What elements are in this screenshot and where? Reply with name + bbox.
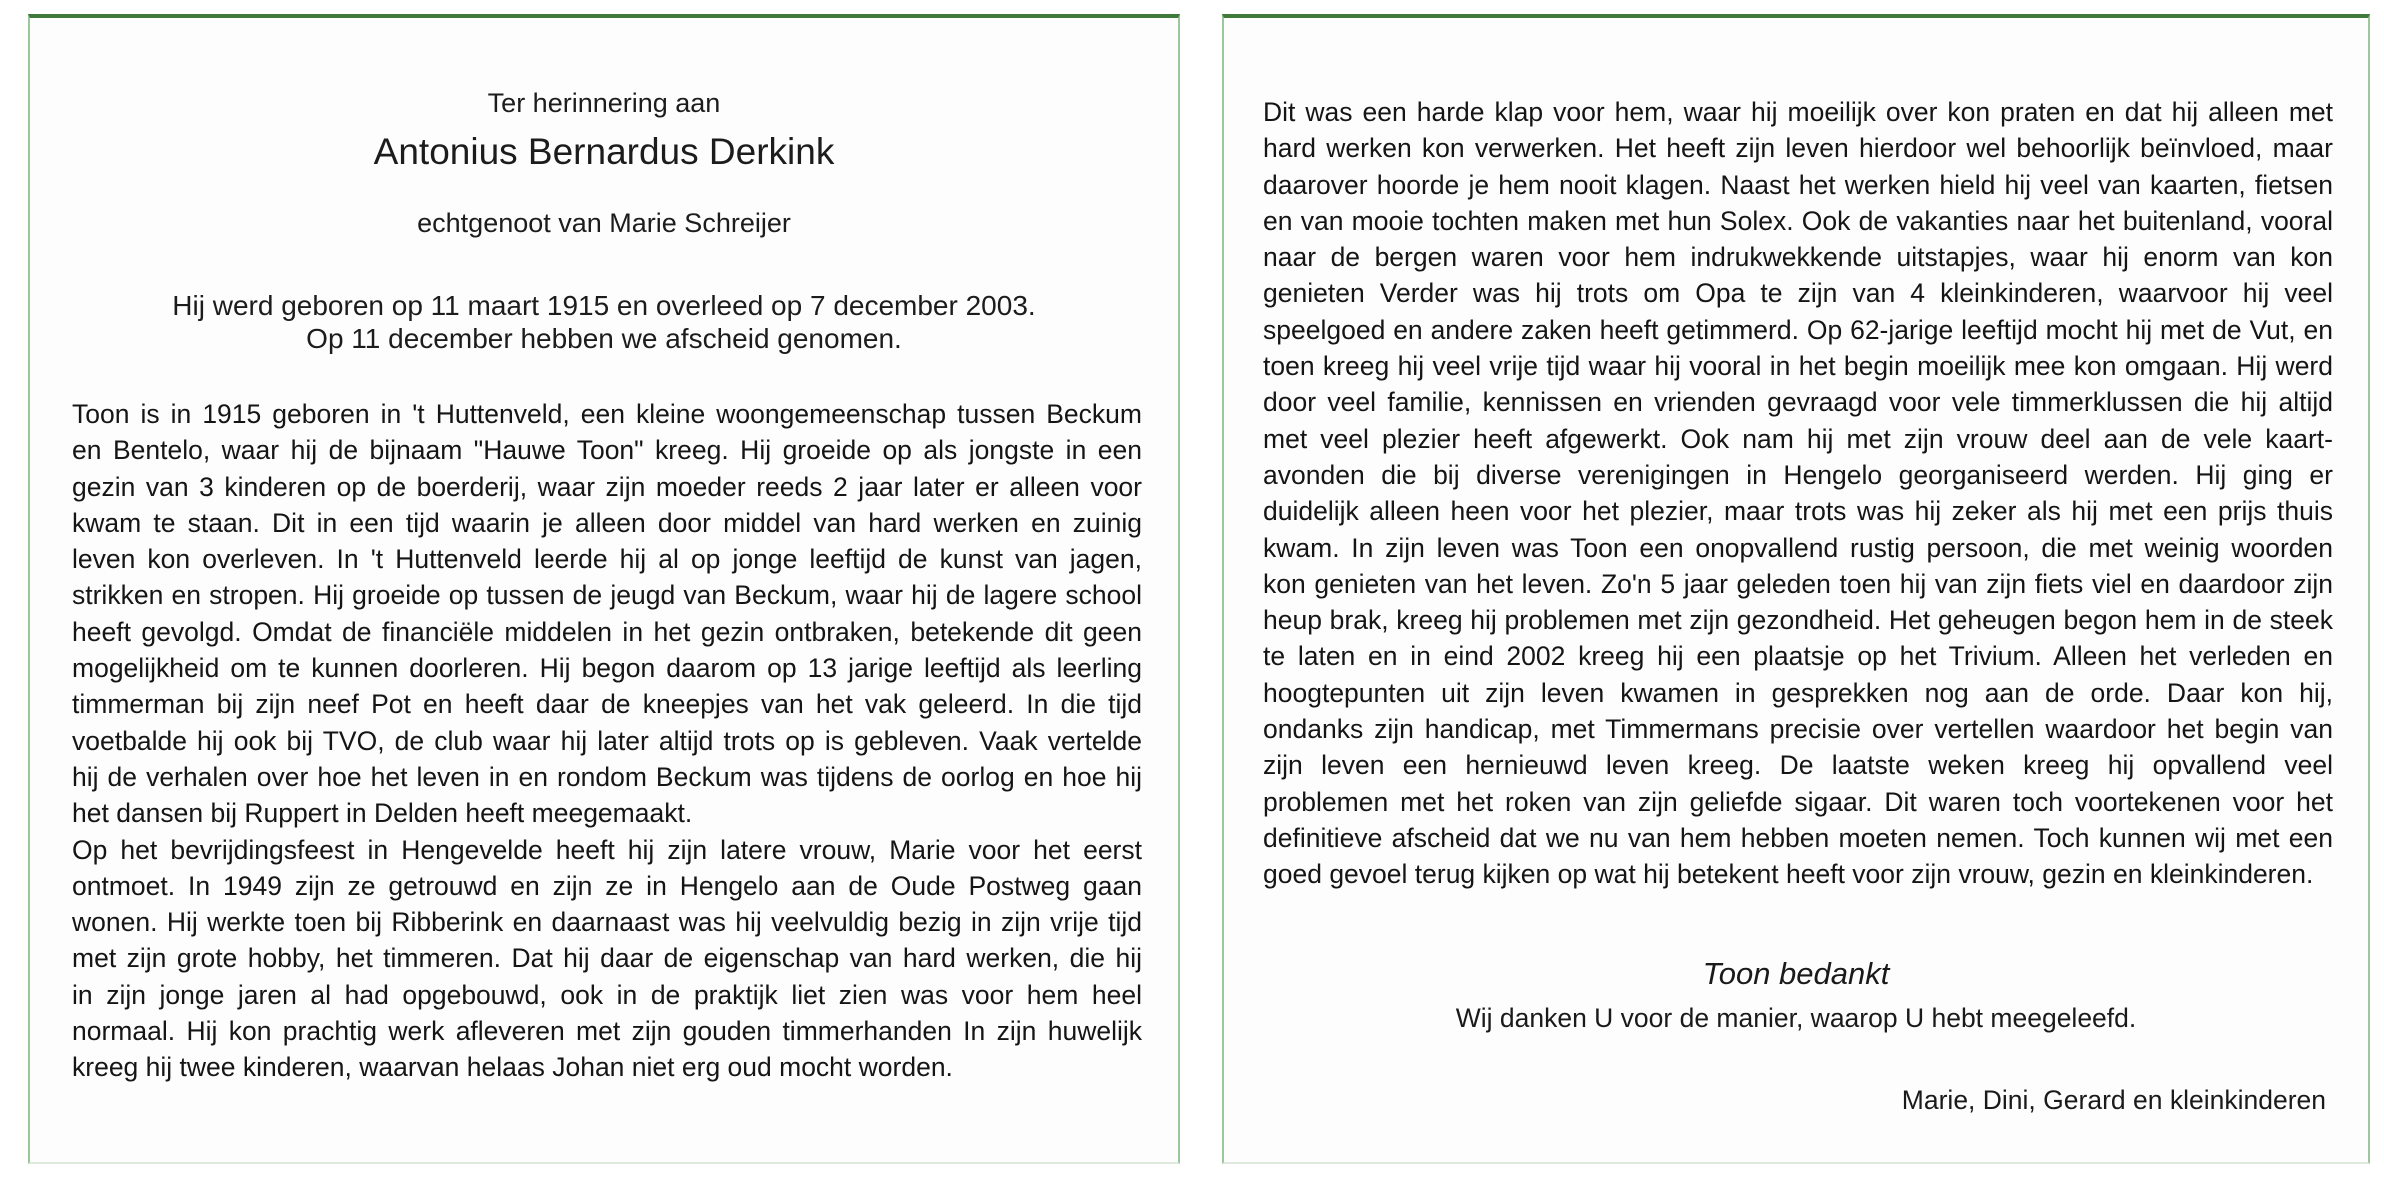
text-line: heup brak, kreeg hij problemen met zijn gezondheid. Het geheugen begon hem in de steek xyxy=(1263,605,2333,636)
text-line: en van mooie tochten maken met hun Solex. Ook de vakanties naar het buitenland, vooral xyxy=(1263,205,2333,236)
text-line: voetbalde hij ook bij TVO, de club waar hij later altijd trots op is gebleven. Vaak vertelde xyxy=(72,725,1142,756)
text-line: ondanks zijn handicap, met Timmermans precisie over vertellen waardoor het begin van xyxy=(1263,714,2333,745)
text-line: zijn leven een hernieuwd leven kreeg. De laatste weken kreeg hij opvallend veel xyxy=(1263,750,2333,781)
text-line: gezin van 3 kinderen op de boerderij, waar zijn moeder reeds 2 jaar later er alleen voor xyxy=(72,471,1142,502)
text-line: Dit was een harde klap voor hem, waar hij moeilijk over kon praten en dat hij alleen met xyxy=(1263,97,2333,127)
text-line: met veel plezier heeft afgewerkt. Ook nam hij met zijn vrouw deel aan de vele kaart- xyxy=(1263,423,2333,454)
deceased-name: Antonius Bernardus Derkink xyxy=(373,131,835,172)
text-line: normaal. Hij kon prachtig werk afleveren met zijn gouden timmerhanden In zijn huwelijk xyxy=(72,1016,1142,1047)
text-line: avonden die bij diverse verenigingen in Hengelo georganiseerd werden. Hij ging er xyxy=(1263,459,2333,490)
text-line: hij de verhalen over hoe het leven in en rondom Beckum was tijdens de oorlog en hoe hij xyxy=(72,761,1142,792)
text-line: toen kreeg hij veel vrije tijd waar hij vooral in het begin moeilijk mee kon omgaan. Hij werd xyxy=(1263,351,2333,382)
text-line: leven kon overleven. In 't Huttenveld leerde hij al op jonge leeftijd de kunst van jagen, xyxy=(72,544,1142,575)
thanks-line: Wij danken U voor de manier, waarop U hebt meegeleefd. xyxy=(1455,1003,2137,1033)
text-line: duidelijk alleen heen voor het plezier, maar trots was hij zeker als hij met een prijs thuis xyxy=(1263,496,2333,527)
text-line: ontmoet. In 1949 zijn ze getrouwd en zijn ze in Hengelo aan de Oude Postweg gaan xyxy=(72,870,1142,901)
birth-death-line: Hij werd geboren op 11 maart 1915 en overleed op 7 december 2003. xyxy=(172,290,1036,321)
text-line: heeft gevolgd. Omdat de financiële middelen in het gezin ontbraken, betekende dit geen xyxy=(72,616,1142,647)
text-line: hoogtepunten uit zijn leven kwamen in gesprekken nog aan de orde. Daar kon hij, xyxy=(1263,677,2333,708)
text-line: wonen. Hij werkte toen bij Ribberink en daarnaast was hij veelvuldig bezig in zijn vrije tijd xyxy=(72,907,1142,938)
text-line: het dansen bij Ruppert in Delden heeft meegemaakt. xyxy=(72,798,693,829)
text-line: daarover hoorde je hem nooit klagen. Naast het werken hield hij veel van kaarten, fietsen xyxy=(1263,169,2333,200)
biography-text-right xyxy=(1263,94,2333,893)
text-line: kwam te staan. Dit in een tijd waarin je alleen door middel van hard werken en zuinig xyxy=(72,507,1142,538)
text-line: door veel familie, kennissen en vrienden gevraagd voor vele timmerklussen die hij altijd xyxy=(1263,387,2333,418)
text-line: kwam. In zijn leven was Toon een onopvallend rustig persoon, die met weinig woorden xyxy=(1263,532,2333,563)
text-line: mogelijkheid om te kunnen doorleren. Hij begon daarom op 13 jarige leeftijd als leerling xyxy=(72,653,1142,684)
intro-line: Ter herinnering aan xyxy=(487,88,721,118)
text-line: definitieve afscheid dat we nu van hem hebben moeten nemen. Toch kunnen wij met een xyxy=(1263,822,2333,853)
text-line: Toon is in 1915 geboren in 't Huttenveld, een kleine woongemeenschap tussen Beckum xyxy=(72,399,1142,429)
text-line: hard werken kon verwerken. Het heeft zijn leven hierdoor wel behoorlijk beïnvloed, maar xyxy=(1263,133,2333,164)
text-line: te laten en in eind 2002 kreeg hij een plaatsje op het Trivium. Alleen het verleden en xyxy=(1263,641,2333,672)
memorial-card-left xyxy=(28,14,1180,1164)
family-signature: Marie, Dini, Gerard en kleinkinderen xyxy=(1901,1085,2326,1115)
biography-text-left xyxy=(72,396,1142,1086)
farewell-line: Op 11 december hebben we afscheid genomen. xyxy=(306,323,902,354)
text-line: genieten Verder was hij trots om Opa te zijn van 4 kleinkinderen, waarvoor hij veel xyxy=(1263,278,2333,309)
text-line: timmerman bij zijn neef Pot en heeft daar de kneepjes van het vak geleerd. In die tijd xyxy=(72,689,1142,720)
memorial-card-right xyxy=(1222,14,2370,1164)
thanks-title: Toon bedankt xyxy=(1702,956,1890,991)
text-line: strikken en stropen. Hij groeide op tussen de jeugd van Beckum, waar hij de lagere school xyxy=(72,580,1142,611)
text-line: met zijn grote hobby, het timmeren. Dat hij daar de eigenschap van hard werken, die hij xyxy=(72,943,1142,974)
text-line: speelgoed en andere zaken heeft getimmerd. Op 62-jarige leeftijd mocht hij met de Vut, en xyxy=(1263,314,2333,345)
text-line: Op het bevrijdingsfeest in Hengevelde heeft hij zijn latere vrouw, Marie voor het eerst xyxy=(72,834,1142,865)
text-line: goed gevoel terug kijken op wat hij betekent heeft voor zijn vrouw, gezin en kleinkinderen. xyxy=(1263,859,2314,890)
text-line: in zijn jonge jaren al had opgebouwd, ook in de praktijk liet zien was voor hem heel xyxy=(72,979,1142,1010)
text-line: kreeg hij twee kinderen, waarvan helaas Johan niet erg oud mocht worden. xyxy=(72,1052,953,1083)
text-line: en Bentelo, waar hij de bijnaam "Hauwe Toon" kreeg. Hij groeide op als jongste in een xyxy=(72,435,1142,466)
text-line: kon genieten van het leven. Zo'n 5 jaar geleden toen hij van zijn fiets viel en daardoor zijn xyxy=(1263,568,2333,599)
text-line: naar de bergen waren voor hem indrukwekkende uitstapjes, waar hij enorm van kon xyxy=(1263,242,2333,273)
text-line: problemen met het roken van zijn geliefde sigaar. Dit waren toch voortekenen voor het xyxy=(1263,786,2333,817)
spouse-line: echtgenoot van Marie Schreijer xyxy=(417,208,791,238)
